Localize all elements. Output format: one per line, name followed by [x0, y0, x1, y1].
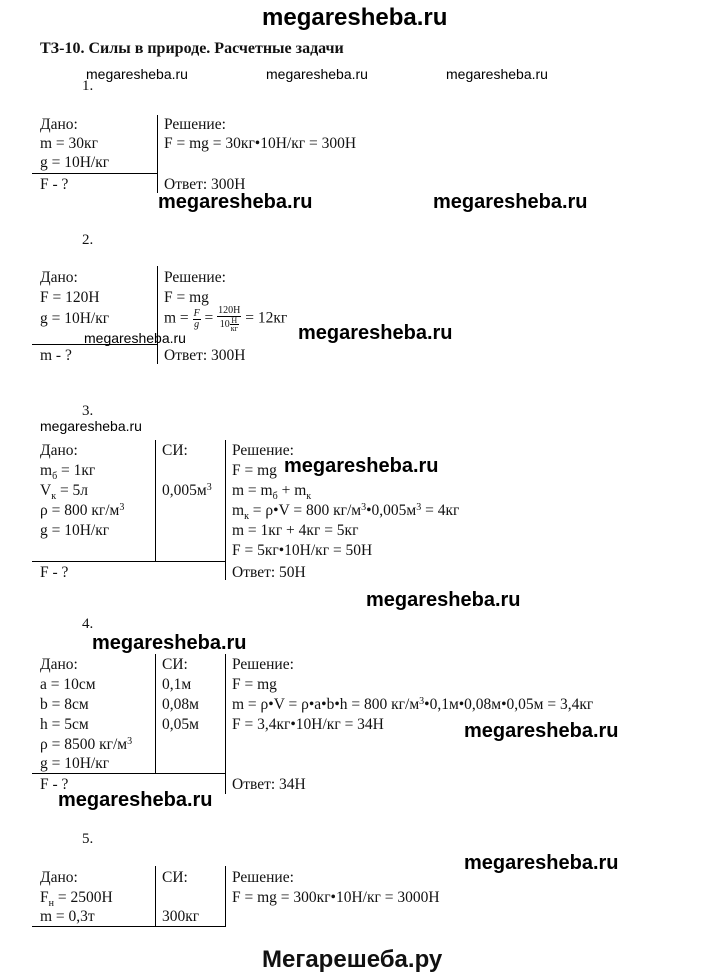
p1-watermark-2: megaresheba.ru	[433, 191, 588, 213]
p5-si-label: СИ:	[162, 869, 188, 886]
p3-si-label: СИ:	[162, 442, 188, 459]
p3-solution-line1: F = mg	[232, 462, 277, 479]
p3-given-label: Дано:	[40, 442, 78, 459]
p1-answer: Ответ: 300Н	[164, 176, 246, 193]
p1-solution-label: Решение:	[164, 116, 226, 133]
p5-solution-label: Решение:	[232, 869, 294, 886]
footer-brand: Мегарешеба.ру	[262, 946, 443, 973]
p2-given-force: F = 120Н	[40, 289, 100, 306]
p2-solution-line1: F = mg	[164, 289, 209, 306]
p4-si-h: 0,05м	[162, 716, 199, 733]
page-title: ТЗ-10. Силы в природе. Расчетные задачи	[40, 40, 344, 57]
p2-watermark-small: megaresheba.ru	[84, 330, 186, 346]
p5-given-mass: m = 0,3т	[40, 908, 95, 925]
p1-given-divider	[32, 173, 158, 174]
header-watermark: megaresheba.ru	[262, 4, 448, 31]
p4-watermark-bottom: megaresheba.ru	[58, 789, 213, 811]
p4-given-g: g = 10Н/кг	[40, 755, 110, 772]
p4-given-h: h = 5см	[40, 716, 89, 733]
p4-find: F - ?	[40, 776, 69, 793]
problem-2-number: 2.	[82, 232, 94, 248]
p3-column-divider	[225, 440, 226, 580]
small-watermark-3: megaresheba.ru	[446, 66, 548, 82]
p3-si-divider	[155, 440, 156, 562]
p5-si-mass: 300кг	[162, 908, 200, 925]
p3-watermark-bottom: megaresheba.ru	[366, 589, 521, 611]
p4-si-label: СИ:	[162, 656, 188, 673]
p4-solution-line2: m = ρ•V = ρ•a•b•h = 800 $кг/м^3•0,1м•0,08м•0,05м = 3,4кг$	[232, 696, 594, 713]
p1-column-divider	[157, 115, 158, 193]
p2-given-label: Дано:	[40, 269, 78, 286]
p4-given-divider	[32, 773, 226, 774]
p3-given-volume: $V_к = 5л$	[40, 482, 89, 503]
small-watermark-1: megaresheba.ru	[86, 66, 188, 82]
p4-si-b: 0,08м	[162, 696, 199, 713]
p1-find: F - ?	[40, 176, 69, 193]
p3-solution-line3: $m_к$ = ρ•V = 800 $кг/м^3•0,005м^3 = 4кг$	[232, 502, 460, 523]
p5-watermark: megaresheba.ru	[464, 852, 619, 874]
p3-solution-line4: m = 1кг + 4кг = 5кг	[232, 522, 359, 539]
p3-solution-line2: $m = m_б + m_к$	[232, 482, 312, 503]
p3-find: F - ?	[40, 564, 69, 581]
problem-3-number: 3.	[82, 403, 94, 419]
p4-answer: Ответ: 34Н	[232, 776, 306, 793]
p4-given-label: Дано:	[40, 656, 78, 673]
p5-given-label: Дано:	[40, 869, 78, 886]
p4-si-a: 0,1м	[162, 676, 192, 693]
p1-given-label: Дано:	[40, 116, 78, 133]
p2-given-g: g = 10Н/кг	[40, 310, 110, 327]
p3-watermark-top: megaresheba.ru	[40, 418, 142, 434]
p5-solution-line: F = mg = 300кг•10Н/кг = 3000Н	[232, 889, 440, 906]
p5-column-divider	[225, 866, 226, 926]
p1-given-mass: m = 30кг	[40, 135, 98, 152]
p4-solution-line1: F = mg	[232, 676, 277, 693]
p4-solution-line3: F = 3,4кг•10Н/кг = 34Н	[232, 716, 384, 733]
p4-solution-label: Решение:	[232, 656, 294, 673]
p1-given-g: g = 10Н/кг	[40, 154, 110, 171]
p4-watermark-top: megaresheba.ru	[92, 632, 247, 654]
p2-find: m - ?	[40, 347, 72, 364]
p2-answer: Ответ: 300Н	[164, 347, 246, 364]
p4-column-divider	[225, 654, 226, 794]
p3-given-g: g = 10Н/кг	[40, 522, 110, 539]
p3-given-mass: $m_б = 1кг$	[40, 462, 96, 483]
p4-watermark-right: megaresheba.ru	[464, 720, 619, 742]
p3-solution-label: Решение:	[232, 442, 294, 459]
p5-given-force: $F_н = 2500Н$	[40, 889, 113, 910]
p3-watermark-inline: megaresheba.ru	[284, 455, 439, 477]
p2-solution-label: Решение:	[164, 269, 226, 286]
p4-si-divider	[155, 654, 156, 774]
p3-given-divider	[32, 561, 226, 562]
p4-given-b: b = 8см	[40, 696, 89, 713]
p5-bottom-divider	[32, 926, 226, 927]
p2-column-divider	[157, 266, 158, 364]
small-watermark-2: megaresheba.ru	[266, 66, 368, 82]
p3-solution-line5: F = 5кг•10Н/кг = 50Н	[232, 542, 373, 559]
p1-watermark-1: megaresheba.ru	[158, 191, 313, 213]
problem-4-number: 4.	[82, 616, 94, 632]
p3-si-volume: $0,005м^3$	[162, 482, 212, 499]
p2-formula: m = $\frac{F}{g}$ = 120Н 10 $\frac{Н}{кг}$ = 12кг	[164, 305, 288, 333]
p4-given-a: a = 10см	[40, 676, 96, 693]
p3-answer: Ответ: 50Н	[232, 564, 306, 581]
p5-si-divider	[155, 866, 156, 926]
p4-given-density: ρ = 8500 $кг/м^3$	[40, 736, 133, 753]
problem-5-number: 5.	[82, 831, 94, 847]
p1-solution-line: F = mg = 30кг•10Н/кг = 300Н	[164, 135, 357, 152]
p2-watermark-big: megaresheba.ru	[298, 322, 453, 344]
problem-1-number: 1.	[82, 78, 94, 94]
p3-given-density: ρ = 800 $кг/м^3$	[40, 502, 125, 519]
